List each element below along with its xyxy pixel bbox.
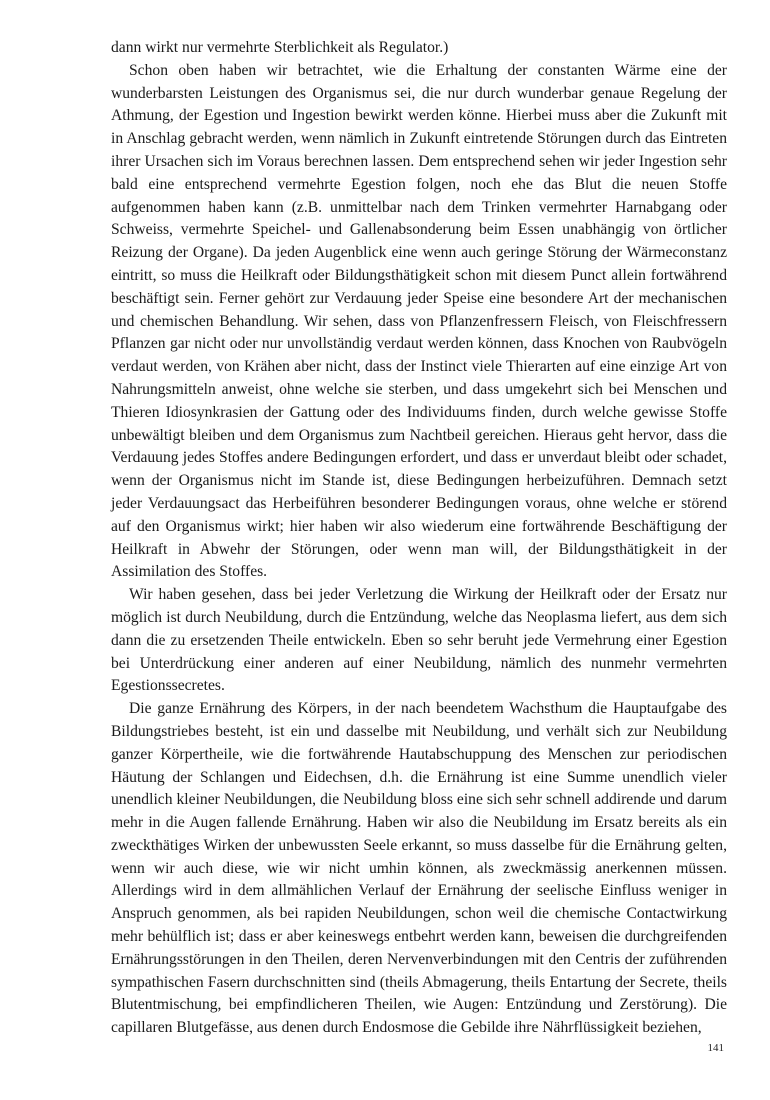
- body-text: [111, 37, 727, 1040]
- paragraph: Die ganze Ernährung des Körpers, in der nach beendetem Wachsthum die Hauptaufgabe des Bildungstriebes besteht, ist ein und dasselbe mit Neubildung, und verhält sich zur Neubildung ganzer Körpertheile, wie die fortwährende Hautabschuppung des Menschen zur periodischen Häutung der Schlangen und Eidechsen, d.h. die Ernährung ist eine Summe unendlich vieler unendlich kleiner Neubildungen, die Neubildung bloss eine sich sehr schnell addirende und darum mehr in die Augen fallende Ernährung. Haben wir also die Neubildung im Ersatz bereits als ein zweckthätiges Wirken der unbewussten Seele erkannt, so muss dasselbe für die Ernährung gelten, wenn wir auch diese, wie wir nicht umhin können, als zweckmässig anerkennen müssen. Allerdings wird in dem allmählichen Verlauf der Ernährung der seelische Einfluss weniger in Anspruch genommen, als bei rapiden Neubildungen, schon weil die chemische Contactwirkung mehr behülflich ist; dass er aber keineswegs entbehrt werden kann, beweisen die durchgreifenden Ernährungsstörungen in den Theilen, deren Nervenverbindungen mit den Centris der zuführenden sympathischen Fasern durchschnitten sind (theils Abmagerung, theils Entartung der Secrete, theils Blutentmischung, bei empfindlicheren Theilen, wie Augen: Entzündung und Zerstörung). Die capillaren Blutgefässe, aus denen durch Endosmose die Gebilde ihre Nährflüssigkeit beziehen,: [111, 700, 727, 1037]
- page-number: 141: [707, 1042, 724, 1054]
- paragraph: Schon oben haben wir betrachtet, wie die Erhaltung der constanten Wärme eine der wunderbarsten Leistungen des Organismus sei, die nur durch wunderbar genaue Regelung der Athmung, der Egestion und Ingestion bewirkt werden könne. Hierbei muss aber die Zukunft mit in Anschlag gebracht werden, wenn nämlich in Zukunft eintretende Störungen durch das Eintreten ihrer Ursachen sich im Voraus berechnen lassen. Dem entsprechend sehen wir jeder Ingestion sehr bald eine entsprechend vermehrte Egestion folgen, noch ehe das Blut die neuen Stoffe aufgenommen haben kann (z.B. unmittelbar nach dem Trinken vermehrter Harnabgang oder Schweiss, vermehrte Speichel- und Gallenabsonderung beim Essen unabhängig von örtlicher Reizung der Organe). Da jeden Augenblick eine wenn auch geringe Störung der Wärmeconstanz eintritt, so muss die Heilkraft oder Bildungsthätigkeit schon mit diesem Punct allein fortwährend beschäftigt sein. Ferner gehört zur Verdauung jeder Speise eine besondere Art der mechanischen und chemischen Behandlung. Wir sehen, dass von Pflanzenfressern Fleisch, von Fleischfressern Pflanzen gar nicht oder nur unvollständig verdaut werden können, dass Knochen von Raubvögeln verdaut werden, von Krähen aber nicht, dass der Instinct viele Thierarten auf eine einzige Art von Nahrungsmitteln anweist, ohne welche sie sterben, und dass umgekehrt sich bei Menschen und Thieren Idiosynkrasien der Gattung oder des Individuums finden, durch welche gewisse Stoffe unbewältigt bleiben und dem Organismus zum Nachtbeil gereichen. Hieraus geht hervor, dass die Verdauung jedes Stoffes andere Bedingungen erfordert, und dass er unverdaut bleibt oder schadet, wenn der Organismus nicht im Stande ist, diese Bedingungen herbeizuführen. Demnach setzt jeder Verdauungsact das Herbeiführen besonderer Bedingungen voraus, ohne welche er störend auf den Organismus wirkt; hier haben wir also wiederum eine fortwährende Beschäftigung der Heilkraft in Abwehr der Störungen, oder wenn man will, der Bildungsthätigkeit in der Assimilation des Stoffes.: [111, 61, 727, 581]
- paragraph: Wir haben gesehen, dass bei jeder Verletzung die Wirkung der Heilkraft oder der Ersatz nur möglich ist durch Neubildung, durch die Entzündung, welche das Neoplasma liefert, aus dem sich dann die zu ersetzenden Theile entwickeln. Eben so sehr beruht jede Vermehrung einer Egestion bei Unterdrückung einer anderen auf einer Neubildung, nämlich des nunmehr vermehrten Egestionssecretes.: [111, 586, 727, 695]
- paragraph-continuation: dann wirkt nur vermehrte Sterblichkeit als Regulator.): [111, 39, 449, 56]
